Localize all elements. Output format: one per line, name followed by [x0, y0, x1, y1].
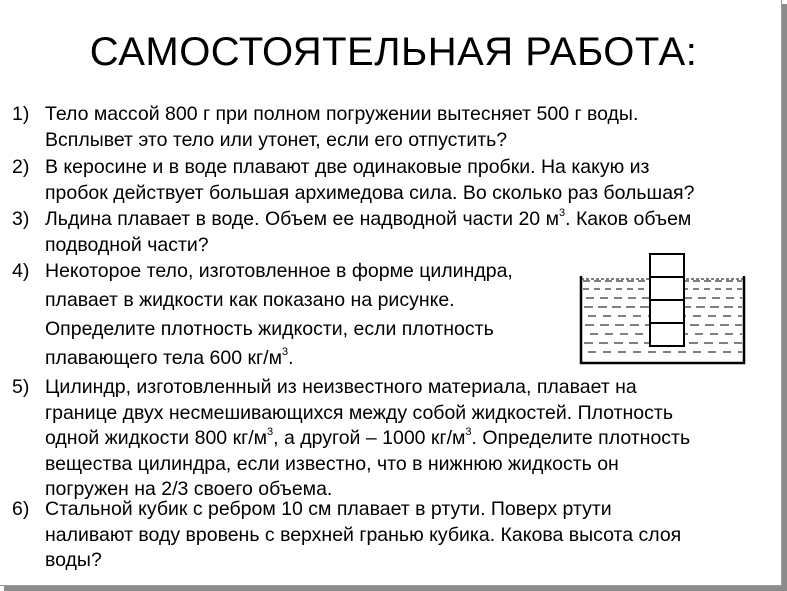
slide-shadow-bottom	[4, 586, 787, 591]
problem-line	[45, 344, 513, 373]
problem-text	[45, 102, 638, 153]
text-run: . Каков объем	[565, 208, 692, 230]
problem-line: границе двух несмешивающихся между собой жидкостей. Плотность	[45, 401, 673, 424]
problem-line: наливают воду вровень с верхней гранью кубика. Какова высота слоя	[45, 523, 682, 546]
text-run: .	[288, 347, 294, 369]
problem-line: погружен на 2/3 своего объема.	[45, 478, 333, 500]
problem-text	[45, 497, 681, 574]
problem-number: 3)	[12, 208, 30, 230]
problem-text	[45, 257, 513, 373]
problem-text	[45, 207, 691, 258]
text-run: одной жидкости 800 кг/м	[45, 427, 268, 449]
text-run: Льдина плавает в воде. Объем ее надводной части 20 м	[45, 208, 559, 230]
problem-number: 4)	[12, 260, 30, 282]
slide-title: САМОСТОЯТЕЛЬНАЯ РАБОТА:	[89, 30, 698, 74]
problem-line: вещества цилиндра, если известно, что в нижнюю жидкость он	[45, 452, 619, 475]
problem-line	[45, 426, 690, 452]
superscript: 3	[281, 345, 289, 358]
problem-number: 2)	[12, 156, 30, 178]
text-run: , а другой – 1000 кг/м	[273, 427, 466, 449]
problem-line: Некоторое тело, изготовленное в форме цилиндра,	[45, 260, 513, 282]
problem-line: Цилиндр, изготовленный из неизвестного материала, плавает на	[45, 376, 637, 398]
problem-line: подводной части?	[45, 233, 209, 256]
superscript: 3	[267, 425, 274, 438]
superscript: 3	[465, 425, 472, 438]
problem-line: Тело массой 800 г при полном погружении вытесняет 500 г воды.	[45, 103, 639, 125]
problem-text	[45, 375, 690, 503]
cylinder-body	[650, 254, 684, 346]
problem-line: воды?	[45, 549, 102, 571]
problem-line: плавает в жидкости как показано на рисунке.	[45, 289, 455, 311]
problem-text	[45, 155, 694, 206]
problem-line: Определите плотность жидкости, если плотность	[45, 318, 494, 340]
text-run: плавающего тела 600 кг/м	[45, 347, 282, 369]
floating-cylinder-figure	[578, 252, 750, 368]
problem-line: пробок действует большая архимедова сила. Во сколько раз большая?	[45, 181, 695, 204]
slide-shadow-right	[782, 4, 787, 591]
text-run: . Определите плотность	[471, 427, 691, 449]
problem-line: Стальной кубик с ребром 10 см плавает в ртути. Поверх ртути	[45, 498, 612, 520]
problem-line: Всплывет это тело или утонет, если его отпустить?	[45, 128, 508, 151]
problem-line	[45, 207, 691, 233]
problem-number: 5)	[12, 376, 30, 398]
superscript: 3	[558, 206, 566, 219]
problem-line: В керосине и в воде плавают две одинаковые пробки. На какую из	[45, 156, 650, 178]
problem-number: 1)	[12, 103, 30, 125]
problem-number: 6)	[12, 498, 30, 520]
